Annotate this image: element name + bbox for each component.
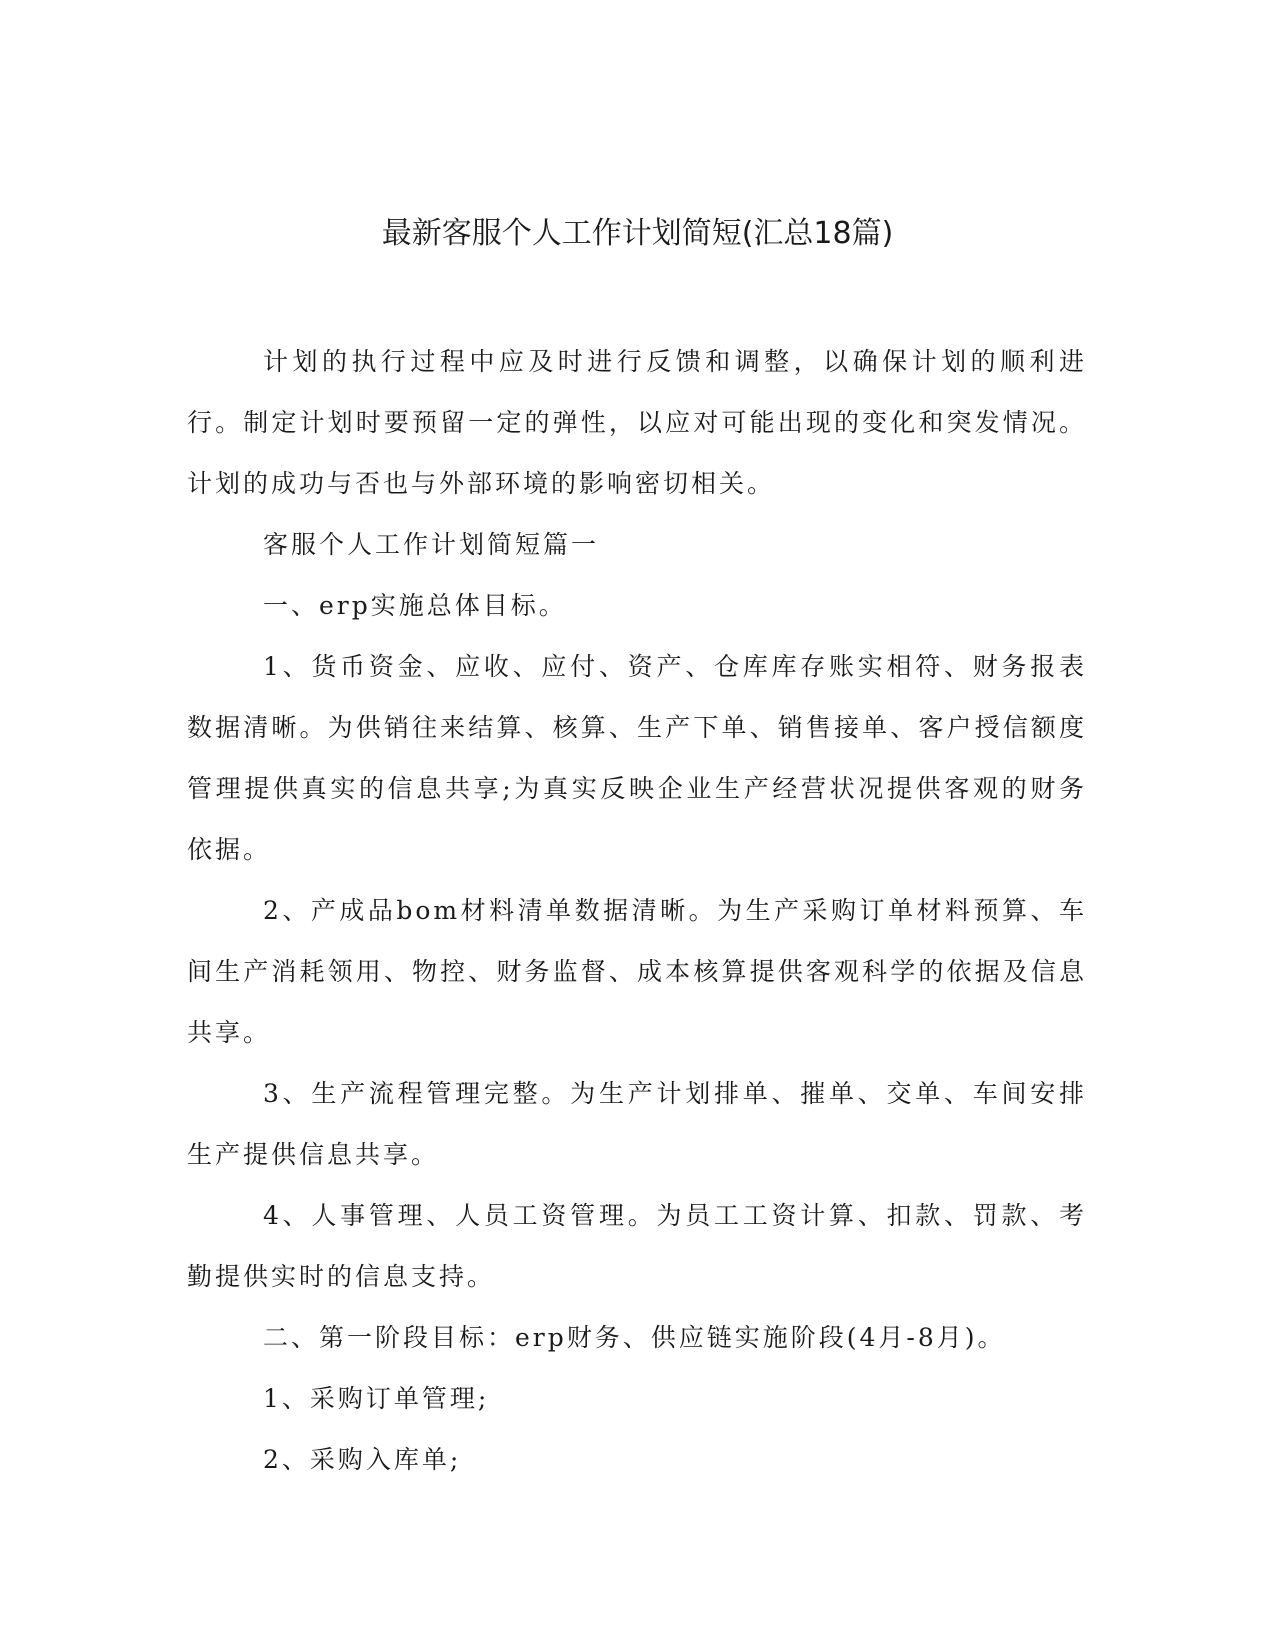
intro-paragraph: 计划的执行过程中应及时进行反馈和调整，以确保计划的顺利进行。制定计划时要预留一定的弹性，以应对可能出现的变化和突发情况。计划的成功与否也与外部环境的影响密切相关。 [187, 347, 1087, 498]
list-item: 1、货币资金、应收、应付、资产、仓库库存账实相符、财务报表数据清晰。为供销往来结算、核算、生产下单、销售接单、客户授信额度管理提供真实的信息共享;为真实反映企业生产经营状况提供客观的财务依据。 [187, 652, 1087, 864]
document-body [187, 331, 1087, 1490]
subsection-heading: 一、erp实施总体目标。 [263, 591, 567, 620]
document-title: 最新客服个人工作计划简短(汇总18篇) [381, 216, 894, 251]
list-item: 2、采购入库单; [263, 1445, 462, 1474]
list-item: 2、产成品bom材料清单数据清晰。为生产采购订单材料预算、车间生产消耗领用、物控、财务监督、成本核算提供客观科学的依据及信息共享。 [187, 896, 1087, 1047]
list-item: 4、人事管理、人员工资管理。为员工工资计算、扣款、罚款、考勤提供实时的信息支持。 [187, 1201, 1087, 1291]
list-item: 1、采购订单管理; [263, 1384, 490, 1413]
list-item: 3、生产流程管理完整。为生产计划排单、摧单、交单、车间安排生产提供信息共享。 [187, 1079, 1087, 1169]
section-heading: 客服个人工作计划简短篇一 [263, 530, 600, 559]
subsection-heading: 二、第一阶段目标：erp财务、供应链实施阶段(4月-8月)。 [263, 1323, 1006, 1352]
